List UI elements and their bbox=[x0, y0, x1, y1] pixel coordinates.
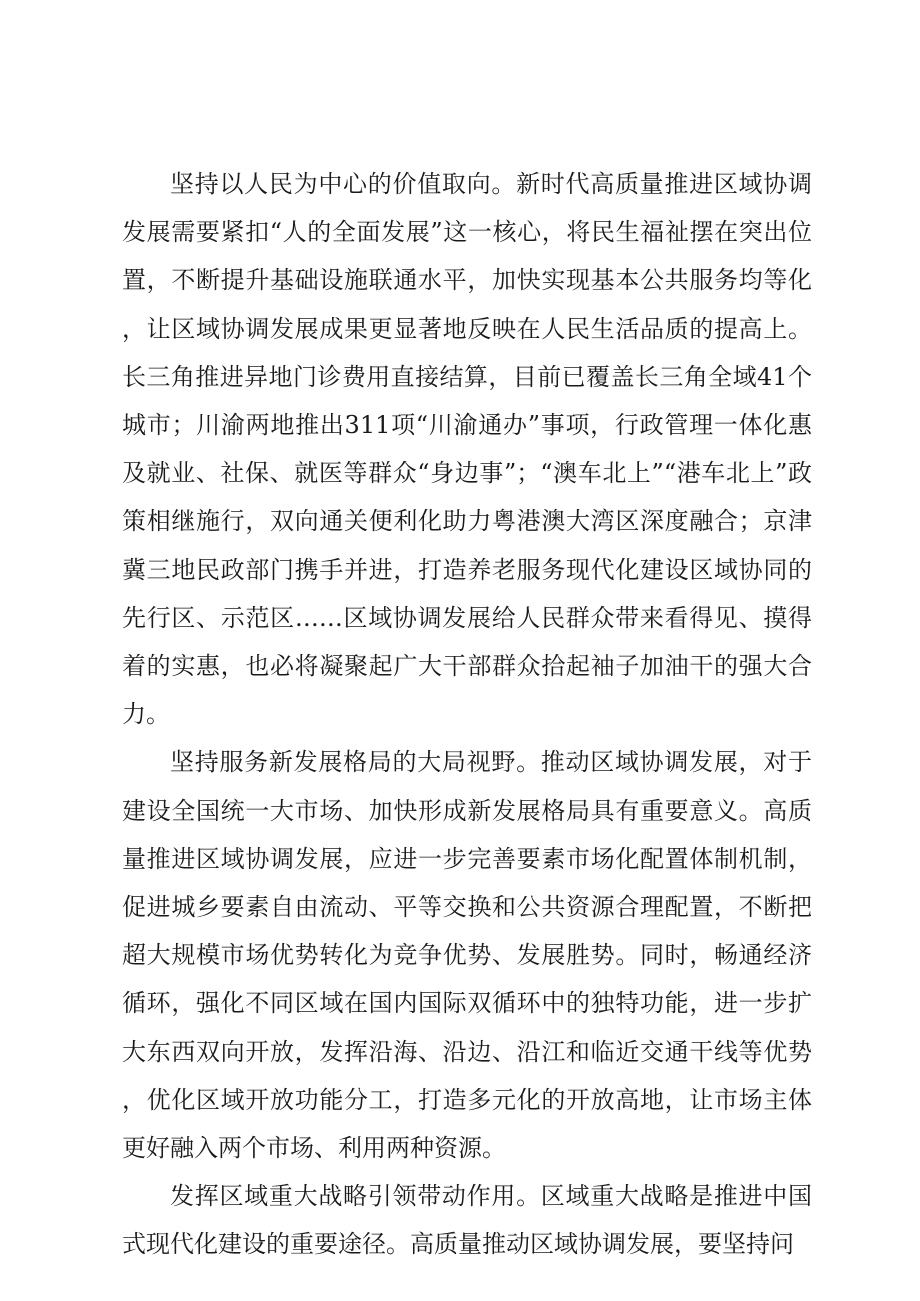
document-body bbox=[122, 160, 812, 1269]
paragraph-people-centered: 坚持以人民为中心的价值取向。新时代高质量推进区域协调发展需要紧扣“人的全面发展”这一核心，将民生福祉摆在突出位置，不断提升基础设施联通水平，加快实现基本公共服务均等化，让区域协调发展成果更显著地反映在人民生活品质的提高上。长三角推进异地门诊费用直接结算，目前已覆盖长三角全域41个城市；川渝两地推出311项“川渝通办”事项，行政管理一体化惠及就业、社保、就医等群众“身边事”；“澳车北上”“港车北上”政策相继施行，双向通关便利化助力粤港澳大湾区深度融合；京津冀三地民政部门携手并进，打造养老服务现代化建设区域协同的先行区、示范区……区域协调发展给人民群众带来看得见、摸得着的实惠，也必将凝聚起广大干部群众拾起袖子加油干的强大合力。 bbox=[122, 170, 812, 729]
paragraph-regional-strategy: 发挥区域重大战略引领带动作用。区域重大战略是推进中国式现代化建设的重要途径。高质量推动区域协调发展，要坚持问 bbox=[122, 1182, 812, 1259]
paragraph-new-development-pattern: 坚持服务新发展格局的大局视野。推动区域协调发展，对于建设全国统一大市场、加快形成新发展格局具有重要意义。高质量推进区域协调发展，应进一步完善要素市场化配置体制机制，促进城乡要素自由流动、平等交换和公共资源合理配置，不断把超大规模市场优势转化为竞争优势、发展胜势。同时，畅通经济循环，强化不同区域在国内国际双循环中的独特功能，进一步扩大东西双向开放，发挥沿海、沿边、沿江和临近交通干线等优势，优化区域开放功能分工，打造多元化的开放高地，让市场主体更好融入两个市场、利用两种资源。 bbox=[122, 748, 812, 1163]
